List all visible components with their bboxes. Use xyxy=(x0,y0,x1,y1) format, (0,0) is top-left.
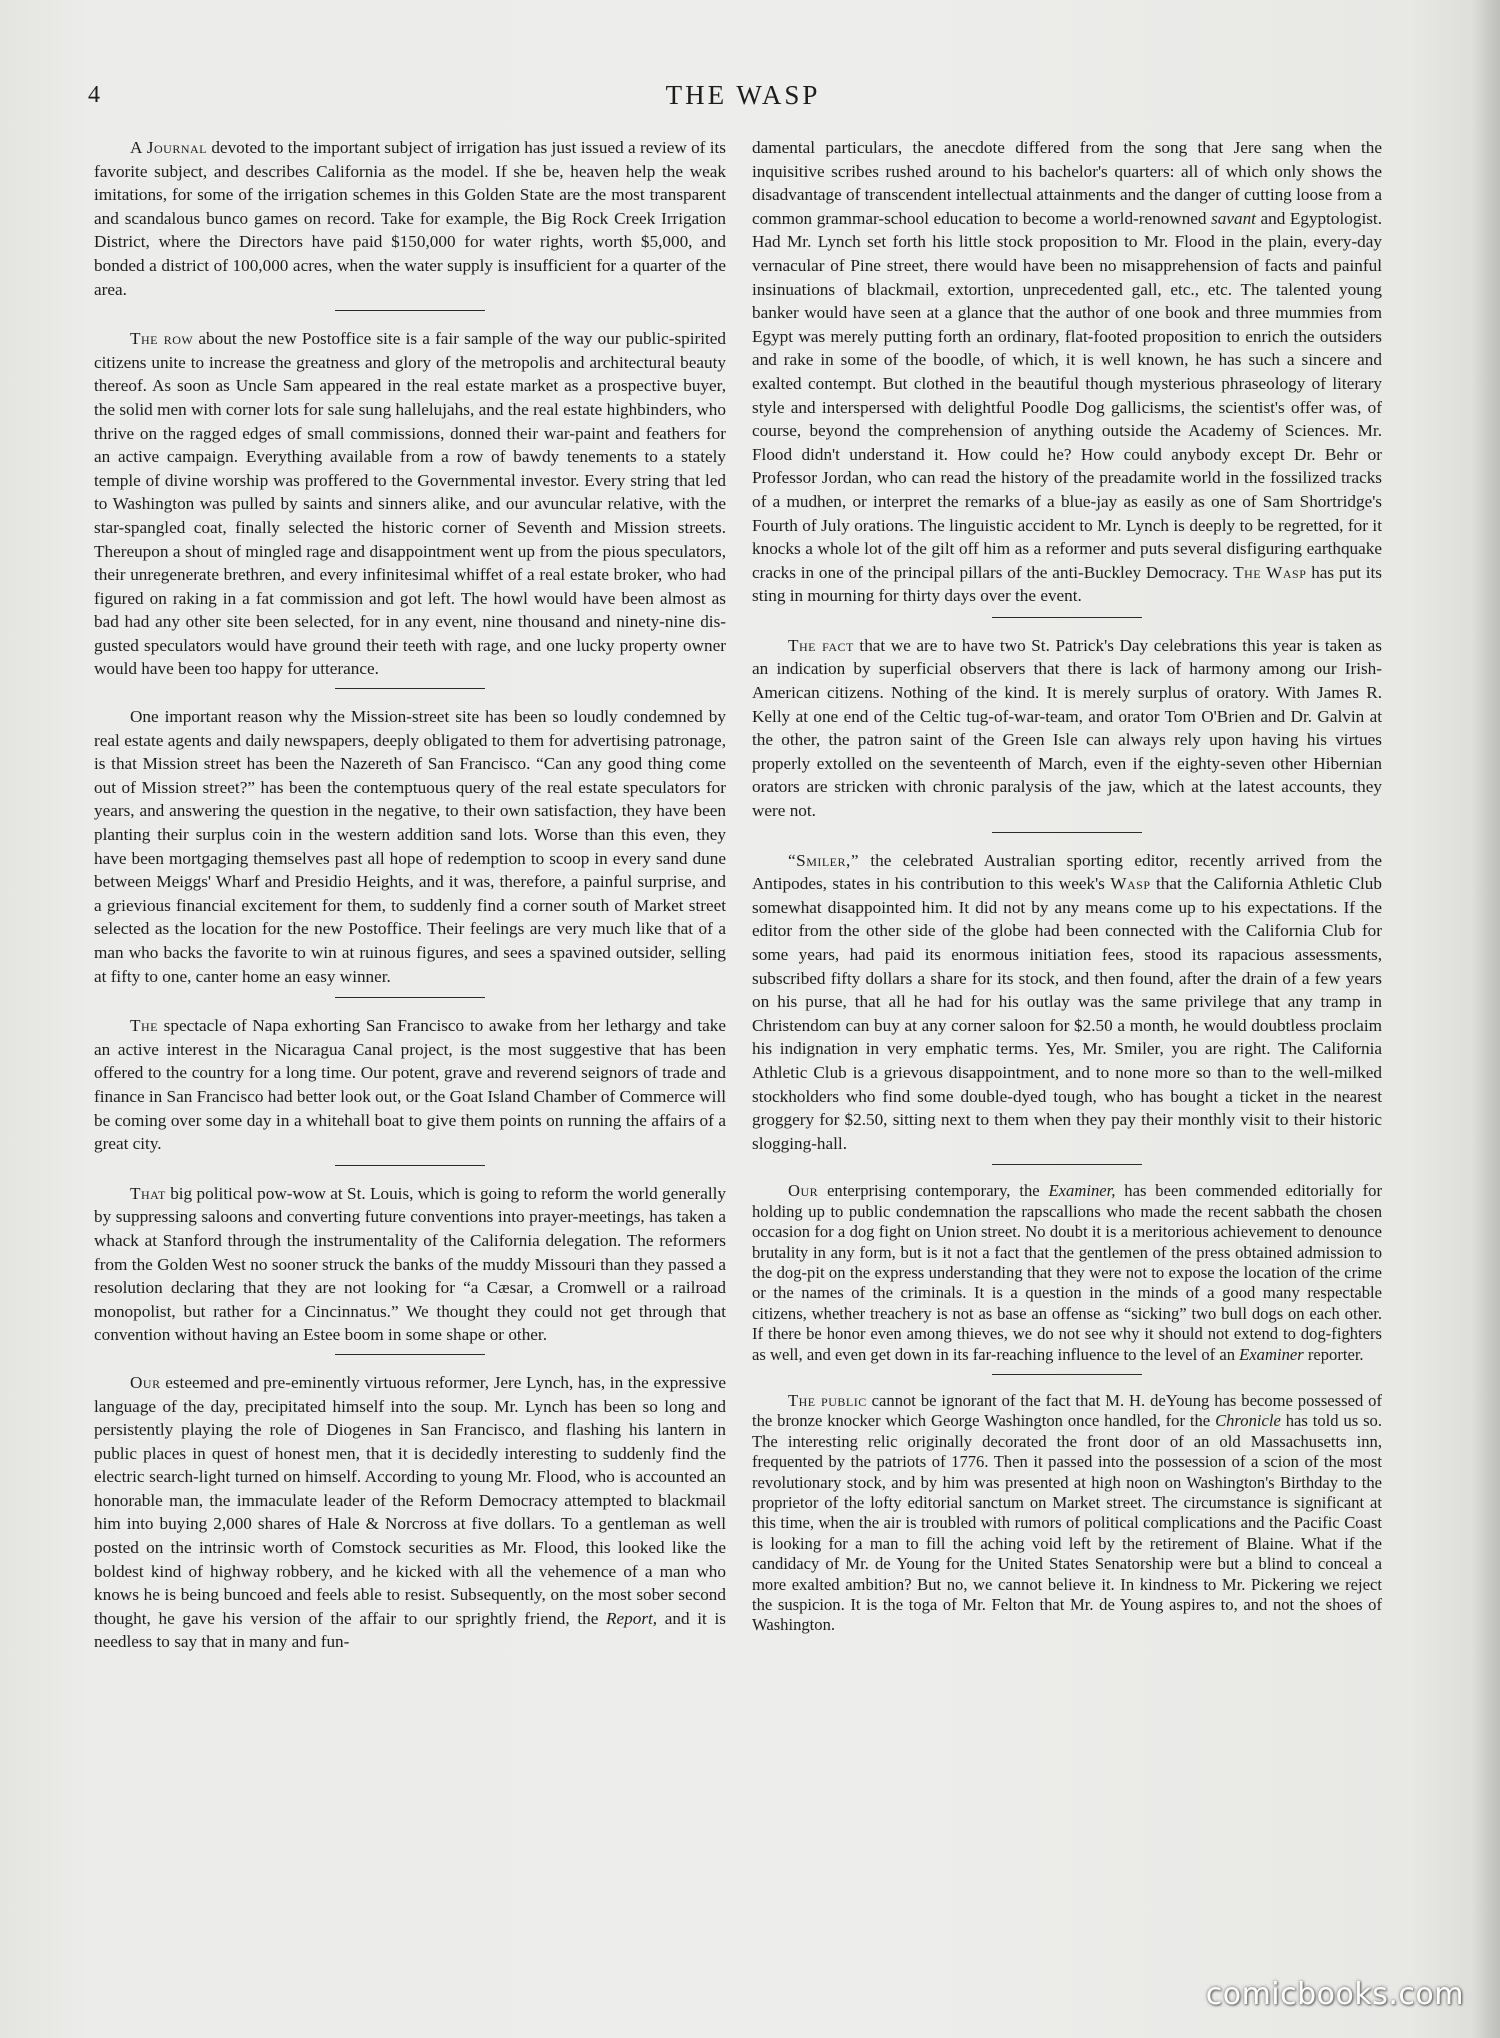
section-divider xyxy=(335,310,485,311)
magazine-name: Wasp xyxy=(1110,874,1151,894)
article-text: that the California Athletic Club somewhat disappointed him. It did not by any means come up to his expectations. If the editor from the other side of the globe had been connected with the California Club for some years, had paid its enormous initiation fees, stood its rapacious assessments, subscribed fifty dollars a share for its stock, and then found, after the drain of a few years on his purse, that all he had for his outlay was the same privilege that any tramp in Christendom can buy at any corner saloon for $2.50 a month, he would doubtless proclaim his indignation in very emphatic terms. Yes, Mr. Smiler, you are right. The California Athletic Club is a grievous disappointment, and to none more so than to the well-milked stockholders who find some double-dyed tough, who has bought a ticket in the nearest groggery for $2.50, sitting next to them when they pay their monthly visit to their historic slogging-hall. xyxy=(752,874,1382,1153)
lead-words: That xyxy=(130,1183,166,1203)
article-st-louis xyxy=(94,1182,726,1347)
article-text: devoted to the important subject of irrigation has just issued a review of its favorite subject, and describes California as the model. If she be, heaven help the weak imitations, for some of the irrigation schemes in this Golden State are the most transparent and scandalous bunco games on record. Take for example, the Big Rock Creek Irrigation District, where the Directors have paid $150,000 for water rights, worth $5,000, and bonded a district of 100,000 acres, when the water supply is insufficient for a quarter of the area. xyxy=(94,138,726,299)
section-divider xyxy=(992,1164,1142,1165)
article-text: and Egyptologist. Had Mr. Lynch set forth his little stock proposition to Mr. Flood in the plain, every-day vernacular of Pine street, there would have been no misapprehension of facts and painful insinuations of blackmail, extortion, unprecedented gall, etc., etc. The talented young banker would have seen at a glance that the author of one book and three mummies from Egypt was merely putting forth an ordinary, flat-footed proposition to enrich the outsiders and rake in some of the boodle, of which, it is well known, he has such a sincere and exalted contempt. But clothed in the beautiful though mysterious phraseology of literary style and interspersed with delightful Poodle Dog gallicisms, the scientist's offer was, of course, beyond the comprehension of anything outside the Academy of Sciences. Mr. Flood didn't understand it. How could he? How could anybody except Dr. Behr or Professor Jordan, who can read the history of the preadamite world in the fossilized tracks of a mudhen, or interpret the remarks of a blue-jay as easily as one of Sam Shortridge's Fourth of July orations. The linguistic accident to Mr. Lynch is deeply to be regretted, for it knocks a whole lot of the gilt off him as a reformer and puts several disfiguring earthquake cracks in one of the principal pillars of the anti-Buckley Democracy. xyxy=(752,208,1383,582)
section-divider xyxy=(335,688,485,689)
article-deyoung-knocker xyxy=(752,1391,1382,1636)
article-text: big political pow-wow at St. Louis, which is going to reform the world generally by suppressing saloons and converting future conventions into prayer-meetings, has taken a whack at Stanford through the instrumentality of the California delegation. The reformers from the Golden West no sooner struck the banks of the muddy Missouri than they passed a resolution declaring that they are not looking for “a Cæsar, a Cromwell or a railroad monopolist, but rather for a Cincinnatus.” We thought they could not get through that convention without having an Estee boom in some shape or other. xyxy=(94,1183,726,1345)
lead-words: A Journal xyxy=(130,138,207,157)
page-header xyxy=(88,80,1398,120)
section-divider xyxy=(335,997,485,998)
article-jere-lynch-continued xyxy=(752,136,1382,608)
article-jere-lynch xyxy=(94,1371,726,1654)
article-smiler xyxy=(752,849,1382,1156)
left-column xyxy=(94,136,726,1654)
page-spine-shadow xyxy=(1472,0,1500,2038)
article-text: cannot be ignorant of the fact that M. H. deYoung has become possessed of the bronze knocker which George Washington once handled, for the xyxy=(752,1391,1382,1431)
article-postoffice-site xyxy=(94,327,726,681)
right-column xyxy=(752,136,1382,1636)
article-text: that we are to have two St. Patrick's Day celebrations this year is taken as an indication by superficial observers that there is lack of harmony among our Irish-American citizens. Nothing of the kind. It is merely surplus of oratory. With James R. Kelly at one end of the Celtic tug-of-war-team, and orator Tom O'Brien and Dr. Galvin at the other, the patron saint of the Green Isle can always rely upon having his virtues properly extolled on the seventeenth of March, even if the eighty-seven other Hibernian orators are stricken with chronic paralysis of the jaw, which at the latest accounts, they were not. xyxy=(752,635,1382,821)
lead-words: Our xyxy=(130,1372,161,1392)
article-text: the celebrated Australian sporting editor, recently arrived from the Antipodes, states in his contribution to this week's xyxy=(752,850,1382,894)
article-text: damental particulars, the anecdote differed from the song that Jere sang when the inquisitive scribes rushed around to his bachelor's quarters: all of which only shows the disadvantage of transcendent intellectual attainments and the danger of cutting loose from a common grammar-school education to become a world-renowned xyxy=(752,138,1382,228)
article-text: about the new Postoffice site is a fair sample of the way our public-spirited citizens unite to increase the greatness and glory of the metropolis and architectural beauty thereof. As soon as Uncle Sam appeared in the real estate market as a prospective buyer, the solid men with corner lots for sale sung hallelujahs, and the real estate highbinders, who thrive on the ragged edges of small commissions, donned their war-paint and feathers for an active campaign. Everything available from a row of bawdy tenements to a stately temple of divine worship was proffered to the Governmental investor. Every string that led to Washington was pulled by saints and sinners alike, and our avuncular relative, with the star-spangled coat, finally selected the historic corner of Seventh and Mission streets. Thereupon a shout of mingled rage and disappointment went up from the pious speculators, their unregenerate brethren, and every infinitesimal whiffet of a real estate broker, who had figured on raking in a fat commission and got left. The howl would have been almost as bad had any other site been selected, for in any event, nine thousand and ninety-nine disgusted speculators would have ground their teeth with rage, and one lucky property owner would have been too happy for utterance. xyxy=(94,329,726,679)
article-text: has put its sting in mourning for thirty days over the event. xyxy=(752,562,1382,606)
section-divider xyxy=(335,1354,485,1355)
article-text: One important reason why the Mission-street site has been so loudly condemned by real estate agents and daily newspapers, deeply obligated to them for advertising patronage, is that Mission street has been the Nazereth of San Francisco. “Can any good thing come out of Mission street?” has been the contemptuous query of the real estate speculators for years, and answering the question in the negative, to their own satisfaction, they have been planting their surplus coin in the western addition sand lots. Worse than this even, they have been mortgaging themselves past all hope of redemption to scoop in every sand dune between Meiggs' Wharf and Presidio Heights, and it was, therefore, a painful surprise, and a grievious financial excitement for them, to suddenly find a corner south of Market street selected as the location for the new Postoffice. Their feelings are very much like that of a man who backs the favorite to win at ruinous figures, and sees a spavined outsider, selling at fifty to one, canter home an easy winner. xyxy=(94,707,726,986)
article-napa xyxy=(94,1014,726,1156)
lead-words: The row xyxy=(130,329,194,349)
section-divider xyxy=(992,1374,1142,1375)
page-number: 4 xyxy=(88,82,100,108)
watermark-logo: comicbooks.com xyxy=(1205,1977,1464,2012)
lead-words: The public xyxy=(788,1391,867,1410)
article-text: and it is needless to say that in many and fun- xyxy=(94,1608,726,1652)
lead-words: “Smiler,” xyxy=(788,850,859,870)
newspaper-name: Chronicle xyxy=(1215,1411,1281,1431)
lead-words: The fact xyxy=(788,635,854,655)
newspaper-name: Examiner, xyxy=(1048,1181,1116,1201)
article-text: has told us so. The interesting relic originally decorated the front door of an old Massachusetts inn, frequented by the patriots of 1776. Then it passed into the possession of a scion of the most revolutionary stock, and by him was presented at high noon on Washington's Birthday to the proprietor of the lofty editorial sanctum on Market street. The circumstance is significant at this time, when the air is troubled with rumors of political complications and the Pacific Coast is looking for a man to fill the aching void left by the retirement of Blaine. What if the candidacy of Mr. de Young for the United States Senatorship were but a blind to conceal a more exalted ambition? But no, we cannot believe it. In kindness to Mr. Pickering we reject the suspicion. It is the toga of Mr. Felton that Mr. de Young aspires to, and not the shoes of Washington. xyxy=(752,1411,1382,1635)
section-divider xyxy=(992,832,1142,833)
article-text: reporter. xyxy=(1303,1344,1364,1364)
newspaper-name: Report, xyxy=(606,1608,658,1628)
italic-word: savant xyxy=(1211,208,1256,228)
article-examiner-dog-fight xyxy=(752,1181,1382,1365)
article-st-patricks-day xyxy=(752,634,1382,823)
section-divider xyxy=(335,1165,485,1166)
magazine-name: The Wasp xyxy=(1233,562,1307,582)
article-mission-street xyxy=(94,705,726,988)
running-title: THE WASP xyxy=(665,80,821,110)
section-divider xyxy=(992,617,1142,618)
lead-words: Our xyxy=(788,1181,819,1201)
article-text: esteemed and pre-eminently virtuous reformer, Jere Lynch, has, in the expressive language of the day, precipitated himself into the soup. Mr. Lynch has been so long and persistently playing the role of Diogenes in San Francisco, and flashing his lantern in public places in quest of honest men, that it is decidedly interesting to suddenly find the electric search-light turned on himself. According to young Mr. Flood, who is accounted an honorable man, the immaculate leader of the Reform Democracy attempted to blackmail him into buying 2,000 shares of Hale & Norcross at five dollars. To a gentleman as well posted on the intrinsic worth of Comstock securities as Mr. Flood, this looked like the boldest kind of highway robbery, and he kicked with all the vehemence of a man who knows he is being buncoed and feels able to resist. Subsequently, on the most sober second thought, he gave his version of the affair to our sprightly friend, the xyxy=(94,1372,726,1628)
article-text: spectacle of Napa exhorting San Francisco to awake from her lethargy and take an active interest in the Nicaragua Canal project, is the most suggestive that has been offered to the country for a long time. Our potent, grave and reverend seignors of trade and finance in San Francisco had better look out, or the Goat Island Chamber of Commerce will be coming over some day in a whitehall boat to give them points on running the affairs of a great city. xyxy=(94,1016,726,1154)
article-irrigation xyxy=(94,136,726,301)
newspaper-name: Examiner xyxy=(1239,1344,1304,1364)
article-text: enterprising contemporary, the xyxy=(818,1181,1049,1201)
article-text: has been commended editorially for holding up to public condemnation the rapscallions who made the recent sabbath the chosen occasion for a dog fight on Union street. No doubt it is a meritorious achievement to denounce brutality in any form, but is it not a fact that the gentlemen of the press obtained admission to the dog-pit on the express understanding that they were not to expose the location of the crime or the names of the criminals. It is a question in the minds of a good many respectable citizens, whether treachery is not as base an offense as “sicking” two bull dogs on each other. If there be honor even among thieves, we do not see why it should not extend to dog-fighters as well, and even get down in its far-reaching influence to the level of an xyxy=(752,1181,1382,1364)
lead-words: The xyxy=(130,1016,158,1036)
